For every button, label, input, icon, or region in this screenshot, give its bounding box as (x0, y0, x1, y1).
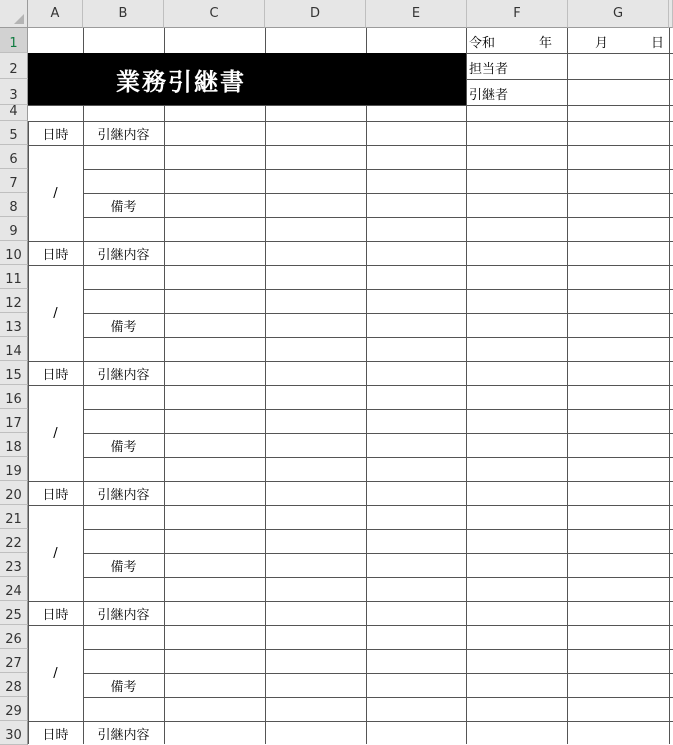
grid-line (265, 601, 266, 721)
grid-line (28, 505, 673, 506)
row-header-21[interactable]: 21 (0, 505, 28, 529)
grid-line (366, 601, 367, 721)
grid-line (164, 28, 165, 53)
grid-line (669, 721, 670, 744)
grid-line (567, 481, 568, 601)
title-cell[interactable] (28, 53, 466, 105)
grid-line (265, 105, 266, 121)
grid-line (669, 28, 670, 121)
row-header-15[interactable]: 15 (0, 361, 28, 385)
grid-line (28, 265, 673, 266)
grid-line (83, 193, 673, 194)
row-header-9[interactable]: 9 (0, 217, 28, 241)
column-header-f[interactable]: F (467, 0, 568, 28)
grid-line (366, 28, 367, 53)
grid-line (83, 649, 673, 650)
grid-line (28, 625, 673, 626)
column-header-g[interactable]: G (568, 0, 669, 28)
grid-line (83, 217, 673, 218)
content-label: 引継内容 (97, 247, 150, 263)
grid-line (466, 121, 467, 241)
month-label: 月 (595, 35, 609, 51)
grid-line (265, 721, 266, 744)
grid-line (265, 28, 266, 53)
row-header-6[interactable]: 6 (0, 145, 28, 169)
grid-line (366, 721, 367, 744)
grid-line (669, 121, 670, 241)
row-header-13[interactable]: 13 (0, 313, 28, 337)
grid-line (83, 105, 84, 121)
remarks-label: 備考 (110, 439, 137, 455)
grid-line (83, 673, 673, 674)
content-label: 引継内容 (97, 727, 150, 743)
grid-line (28, 385, 673, 386)
row-header-10[interactable]: 10 (0, 241, 28, 265)
grid-line (466, 241, 467, 361)
grid-line (265, 481, 266, 601)
row-header-3[interactable]: 3 (0, 79, 28, 105)
grid-line (669, 361, 670, 481)
grid-line (28, 145, 673, 146)
content-label: 引継内容 (97, 607, 150, 623)
grid-line (83, 433, 673, 434)
datetime-label: 日時 (42, 607, 69, 623)
grid-line (83, 457, 673, 458)
grid-line (366, 241, 367, 361)
grid-line (466, 361, 467, 481)
content-label: 引継内容 (97, 127, 150, 143)
person-in-charge-label: 担当者 (469, 61, 509, 77)
grid-line (83, 169, 673, 170)
column-header-c[interactable]: C (164, 0, 265, 28)
row-header-30[interactable]: 30 (0, 721, 28, 745)
datetime-label: 日時 (42, 487, 69, 503)
row-header-8[interactable]: 8 (0, 193, 28, 217)
grid-line (466, 481, 467, 601)
remarks-label: 備考 (110, 319, 137, 335)
remarks-label: 備考 (110, 199, 137, 215)
grid-line (567, 601, 568, 721)
grid-line (567, 361, 568, 481)
row-header-22[interactable]: 22 (0, 529, 28, 553)
grid-line (366, 481, 367, 601)
row-header-14[interactable]: 14 (0, 337, 28, 361)
grid-line (83, 553, 673, 554)
grid-line (164, 601, 165, 721)
grid-line (83, 313, 673, 314)
grid-line (567, 241, 568, 361)
content-label: 引継内容 (97, 367, 150, 383)
row-header-27[interactable]: 27 (0, 649, 28, 673)
select-all-corner[interactable] (0, 0, 28, 28)
row-header-24[interactable]: 24 (0, 577, 28, 601)
row-header-18[interactable]: 18 (0, 433, 28, 457)
row-header-28[interactable]: 28 (0, 673, 28, 697)
remarks-label: 備考 (110, 559, 137, 575)
grid-line (164, 105, 165, 121)
row-header-7[interactable]: 7 (0, 169, 28, 193)
grid-line (366, 121, 367, 241)
date-slash: / (53, 185, 58, 201)
grid-line (164, 241, 165, 361)
column-header-a[interactable]: A (28, 0, 83, 28)
grid-line (265, 241, 266, 361)
grid-line (28, 105, 673, 106)
date-slash: / (53, 665, 58, 681)
grid-line (164, 121, 165, 241)
grid-line (265, 121, 266, 241)
column-header-h[interactable] (669, 0, 673, 28)
datetime-label: 日時 (42, 127, 69, 143)
grid-line (83, 697, 673, 698)
era-label: 令和 (469, 35, 496, 51)
grid-line (83, 577, 673, 578)
row-header-25[interactable]: 25 (0, 601, 28, 625)
grid-line (164, 481, 165, 601)
datetime-label: 日時 (42, 247, 69, 263)
row-header-5[interactable]: 5 (0, 121, 28, 145)
grid-line (366, 361, 367, 481)
grid-line (567, 721, 568, 744)
grid-line (83, 529, 673, 530)
date-slash: / (53, 545, 58, 561)
grid-line (265, 361, 266, 481)
document-title: 業務引継書 (116, 67, 246, 96)
row-header-19[interactable]: 19 (0, 457, 28, 481)
grid-line (164, 721, 165, 744)
grid-line (83, 289, 673, 290)
column-header-d[interactable]: D (265, 0, 366, 28)
row-header-4[interactable]: 4 (0, 105, 28, 121)
row-header-23[interactable]: 23 (0, 553, 28, 577)
row-header-20[interactable]: 20 (0, 481, 28, 505)
row-header-17[interactable]: 17 (0, 409, 28, 433)
grid-line (669, 601, 670, 721)
grid-line (366, 105, 367, 121)
row-header-11[interactable]: 11 (0, 265, 28, 289)
year-label: 年 (539, 35, 553, 51)
successor-label: 引継者 (469, 87, 509, 103)
grid-line (83, 28, 84, 53)
date-slash: / (53, 425, 58, 441)
select-all-icon (14, 14, 24, 24)
grid-line (83, 337, 673, 338)
column-header-e[interactable]: E (366, 0, 467, 28)
content-label: 引継内容 (97, 487, 150, 503)
row-header-2[interactable]: 2 (0, 53, 28, 79)
grid-line (466, 721, 467, 744)
grid-line (669, 241, 670, 361)
row-header-1[interactable]: 1 (0, 28, 28, 53)
row-header-29[interactable]: 29 (0, 697, 28, 721)
grid-line (164, 361, 165, 481)
grid-line (466, 601, 467, 721)
row-header-26[interactable]: 26 (0, 625, 28, 649)
grid-line (669, 481, 670, 601)
column-header-b[interactable]: B (83, 0, 164, 28)
row-header-16[interactable]: 16 (0, 385, 28, 409)
row-header-12[interactable]: 12 (0, 289, 28, 313)
grid-line (567, 121, 568, 241)
grid-line (83, 409, 673, 410)
grid-line (567, 28, 568, 121)
datetime-label: 日時 (42, 367, 69, 383)
grid-line (466, 28, 467, 121)
day-label: 日 (651, 35, 665, 51)
date-slash: / (53, 305, 58, 321)
remarks-label: 備考 (110, 679, 137, 695)
datetime-label: 日時 (42, 727, 69, 743)
